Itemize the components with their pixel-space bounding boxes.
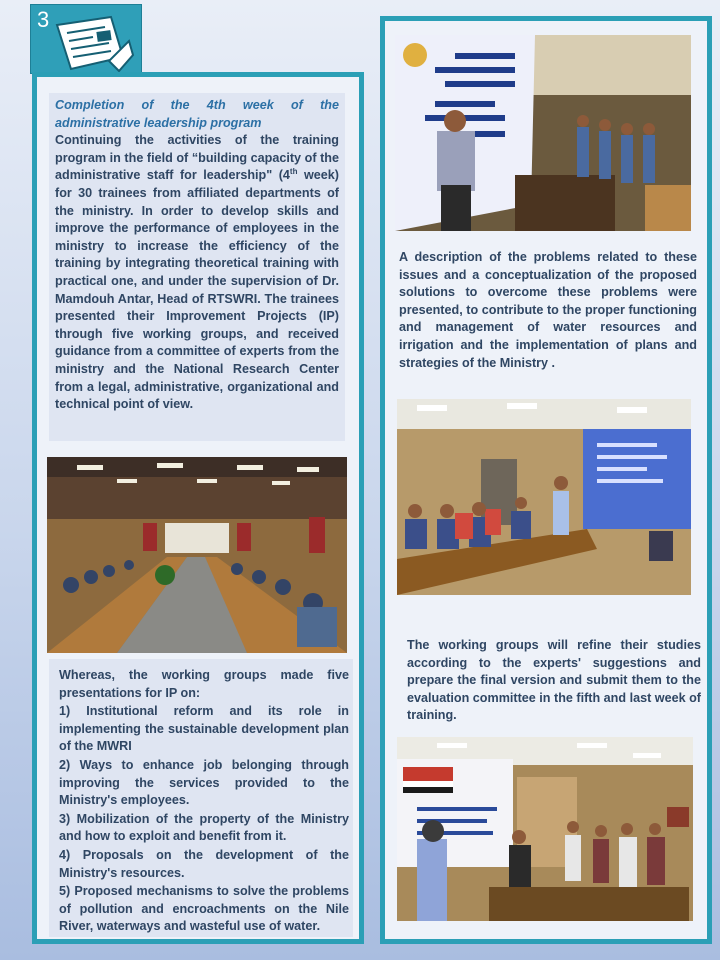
article-body bbox=[55, 133, 339, 411]
newsletter-icon bbox=[49, 15, 135, 73]
article-title: Completion of the 4th week of the administrative leadership program bbox=[55, 98, 339, 130]
photo-presenters-by-screen bbox=[397, 737, 693, 921]
presentation-item-4: 4) Proposals on the development of the Ministry's resources. bbox=[59, 847, 349, 880]
right-column-frame bbox=[380, 16, 712, 944]
article-body-part-1: Continuing the activities of the training program in the field of “building capacity of the administrative staff for leadership" (4 bbox=[55, 133, 339, 183]
intro-article bbox=[49, 93, 345, 441]
page-number: 3 bbox=[37, 7, 50, 32]
description-paragraph: A description of the problems related to these issues and a conceptualization of the proposed solutions to overcome these problems were presented, to contribute to the proper functioning and management of water resources and irrigation and the implementation of plans and strategies of the Ministry . bbox=[399, 250, 697, 370]
article-body-part-2: week) for 30 trainees from affiliated departments of the ministry. In order to develop skills and improve the performance of employees in the ministry to increase the efficiency of the training by integrating theoretical training with practical one, and under the supervision of Dr. Mamdouh Antar, Head of RTSWRI. The trainees presented their Improvement Projects (IP) through five working groups, and received guidance from a committee of experts from the ministry and the National Research Center from a legal, administrative, organizational and technical point of view. bbox=[55, 168, 339, 412]
presentation-item-2: 2) Ways to enhance job belonging through improving the services provided to the Ministry's employees. bbox=[59, 757, 349, 808]
left-column-frame bbox=[32, 72, 364, 944]
article-body-superscript: th bbox=[289, 167, 298, 177]
presentation-item-1: 1) Institutional reform and its role in implementing the sustainable development plan of the MWRI bbox=[59, 704, 349, 754]
presentation-item-3: 3) Mobilization of the property of the Ministry and how to exploit and benefit from it. bbox=[59, 811, 349, 844]
next-steps-paragraph: The working groups will refine their studies according to the experts' suggestions and prepare the final version and submit them to the evaluation committee in the fifth and last week of training. bbox=[407, 638, 701, 723]
photo-group-presenting bbox=[397, 399, 691, 595]
presentations-list bbox=[49, 659, 353, 937]
presentation-item-5: 5) Proposed mechanisms to solve the problems of pollution and encroachments on the Nile River, waterways and wasteful use of water. bbox=[59, 884, 349, 934]
photo-speaker-at-slide bbox=[395, 35, 691, 231]
photo-conference-room bbox=[47, 457, 347, 653]
presentations-lead: Whereas, the working groups made five presentations for IP on: bbox=[59, 668, 349, 700]
page-number-badge bbox=[30, 4, 142, 74]
